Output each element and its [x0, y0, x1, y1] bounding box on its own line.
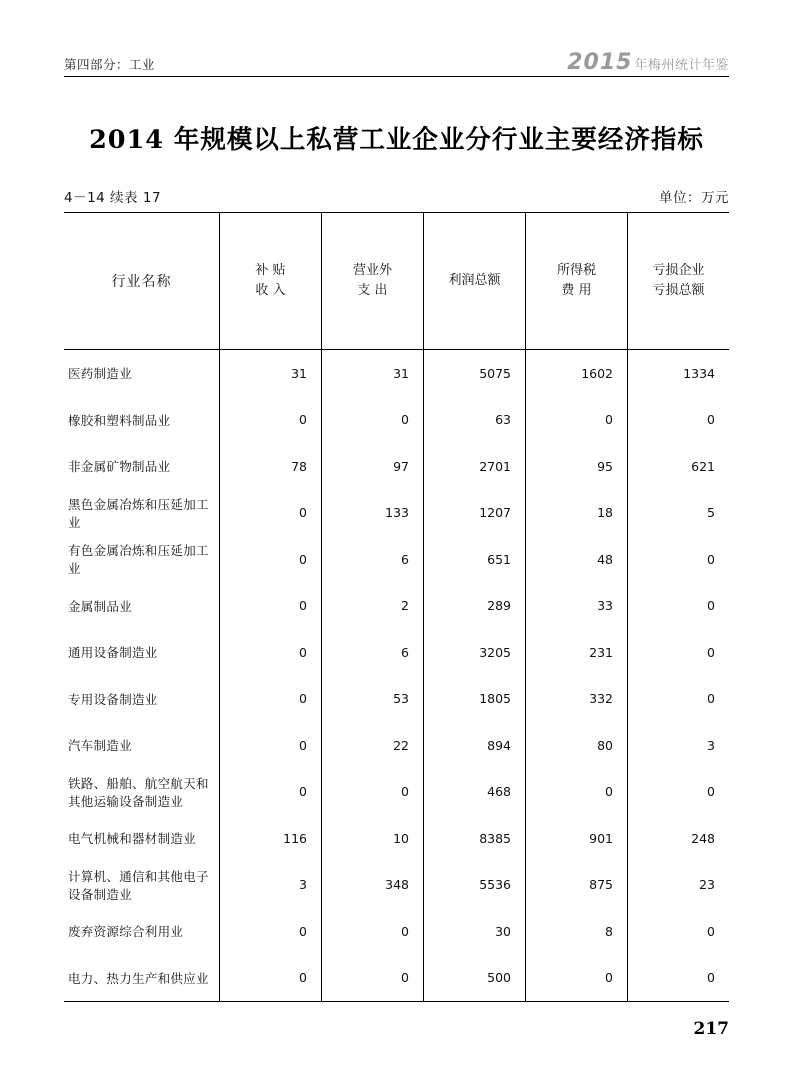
row-loss-total: 248 — [628, 815, 730, 862]
page-title: 2014 年规模以上私营工业企业分行业主要经济指标 — [89, 125, 704, 155]
row-nonoperating-expense: 348 — [322, 862, 424, 909]
row-total-profit: 500 — [424, 955, 526, 1002]
row-subsidy-income: 0 — [220, 955, 322, 1002]
row-nonoperating-expense: 22 — [322, 722, 424, 769]
row-income-tax: 18 — [526, 490, 628, 537]
table-row — [64, 490, 729, 537]
table-body — [64, 350, 729, 1002]
row-income-tax: 33 — [526, 583, 628, 630]
row-income-tax: 231 — [526, 629, 628, 676]
row-subsidy-income: 0 — [220, 490, 322, 537]
row-subsidy-income: 0 — [220, 908, 322, 955]
row-nonoperating-expense: 0 — [322, 397, 424, 444]
table-unit: 单位：万元 — [659, 190, 729, 206]
row-nonoperating-expense: 2 — [322, 583, 424, 630]
column-header-income-tax-line1: 所得税 — [556, 262, 596, 278]
column-header-nonoperating-expense-line1: 营业外 — [352, 262, 392, 278]
column-header-total-profit — [424, 213, 526, 350]
row-industry-name: 金属制品业 — [68, 598, 133, 614]
row-total-profit: 1207 — [424, 490, 526, 537]
row-loss-total: 0 — [628, 397, 730, 444]
row-industry-name: 计算机、通信和其他电子设备制造业 — [68, 868, 209, 902]
row-income-tax: 1602 — [526, 350, 628, 397]
row-subsidy-income: 78 — [220, 443, 322, 490]
row-subsidy-income: 31 — [220, 350, 322, 397]
row-industry-name: 橡胶和塑料制品业 — [68, 412, 171, 428]
row-industry-name: 医药制造业 — [68, 366, 133, 382]
column-header-nonoperating-expense-line2: 支 出 — [357, 283, 388, 298]
table-row — [64, 769, 729, 816]
row-loss-total: 0 — [628, 583, 730, 630]
row-loss-total: 0 — [628, 629, 730, 676]
row-industry-name: 通用设备制造业 — [68, 645, 158, 661]
table-row — [64, 350, 729, 397]
table-row — [64, 676, 729, 723]
row-industry-name: 专用设备制造业 — [68, 691, 158, 707]
row-loss-total: 0 — [628, 769, 730, 816]
row-subsidy-income: 0 — [220, 583, 322, 630]
row-total-profit: 30 — [424, 908, 526, 955]
row-industry-name: 有色金属冶炼和压延加工业 — [68, 543, 209, 577]
row-total-profit: 2701 — [424, 443, 526, 490]
row-subsidy-income: 0 — [220, 536, 322, 583]
yearbook-name: 年梅州统计年鉴 — [634, 58, 729, 73]
row-income-tax: 332 — [526, 676, 628, 723]
yearbook-year: 2015 — [567, 50, 633, 75]
row-total-profit: 63 — [424, 397, 526, 444]
column-header-income-tax — [526, 213, 628, 350]
row-loss-total: 621 — [628, 443, 730, 490]
header-divider — [64, 76, 729, 77]
table-row — [64, 583, 729, 630]
row-loss-total: 5 — [628, 490, 730, 537]
row-industry-name: 电力、热力生产和供应业 — [64, 955, 220, 1002]
data-table-wrapper — [64, 212, 729, 1002]
row-income-tax: 901 — [526, 815, 628, 862]
table-header-row — [64, 213, 729, 350]
row-loss-total: 0 — [628, 536, 730, 583]
row-loss-total: 3 — [628, 722, 730, 769]
row-total-profit: 3205 — [424, 629, 526, 676]
row-total-profit: 5075 — [424, 350, 526, 397]
row-subsidy-income: 0 — [220, 397, 322, 444]
row-industry-name: 铁路、船舶、航空航天和其他运输设备制造业 — [68, 775, 209, 809]
table-subheader — [64, 186, 729, 206]
row-industry-name: 非金属矿物制品业 — [68, 459, 171, 475]
column-header-loss-enterprises-line1: 亏损企业 — [652, 262, 705, 278]
row-nonoperating-expense: 133 — [322, 490, 424, 537]
row-income-tax: 8 — [526, 908, 628, 955]
row-nonoperating-expense: 10 — [322, 815, 424, 862]
row-industry-name: 电气机械和器材制造业 — [68, 831, 197, 847]
column-header-loss-enterprises-line2: 亏损总额 — [652, 283, 705, 298]
column-header-loss-enterprises — [628, 213, 730, 350]
row-subsidy-income: 116 — [220, 815, 322, 862]
row-industry-name: 汽车制造业 — [68, 738, 133, 754]
row-income-tax: 0 — [526, 955, 628, 1002]
table-row — [64, 908, 729, 955]
table-row — [64, 629, 729, 676]
row-subsidy-income: 0 — [220, 722, 322, 769]
page-number: 217 — [693, 1019, 729, 1039]
row-subsidy-income: 0 — [220, 676, 322, 723]
row-nonoperating-expense: 0 — [322, 769, 424, 816]
row-loss-total: 0 — [628, 908, 730, 955]
table-row — [64, 815, 729, 862]
table-row — [64, 443, 729, 490]
table-row — [64, 955, 729, 1002]
column-header-subsidy-income-line1: 补 贴 — [255, 262, 286, 278]
row-nonoperating-expense: 31 — [322, 350, 424, 397]
column-header-subsidy-income-line2: 收 入 — [255, 283, 286, 298]
table-row — [64, 862, 729, 909]
table-row — [64, 397, 729, 444]
row-income-tax: 80 — [526, 722, 628, 769]
table-number: 4－14 续表 17 — [64, 190, 162, 206]
table-head — [64, 213, 729, 350]
table-row — [64, 536, 729, 583]
row-total-profit: 1805 — [424, 676, 526, 723]
column-header-industry-line1: 行业名称 — [111, 274, 172, 290]
row-income-tax: 48 — [526, 536, 628, 583]
row-total-profit: 8385 — [424, 815, 526, 862]
column-header-income-tax-line2: 费 用 — [561, 283, 592, 298]
row-industry-name: 黑色金属冶炼和压延加工业 — [68, 496, 209, 530]
row-nonoperating-expense: 53 — [322, 676, 424, 723]
row-subsidy-income: 0 — [220, 769, 322, 816]
row-loss-total: 0 — [628, 676, 730, 723]
section-label: 第四部分：工业 — [64, 57, 156, 72]
row-nonoperating-expense: 0 — [322, 908, 424, 955]
row-total-profit: 894 — [424, 722, 526, 769]
row-total-profit: 289 — [424, 583, 526, 630]
row-industry-name: 废弃资源综合利用业 — [68, 924, 184, 940]
column-header-subsidy-income — [220, 213, 322, 350]
row-income-tax: 875 — [526, 862, 628, 909]
row-income-tax: 0 — [526, 769, 628, 816]
row-total-profit: 651 — [424, 536, 526, 583]
row-subsidy-income: 0 — [220, 629, 322, 676]
column-header-total-profit-line1: 利润总额 — [448, 272, 501, 288]
row-loss-total: 23 — [628, 862, 730, 909]
row-income-tax: 0 — [526, 397, 628, 444]
row-total-profit: 5536 — [424, 862, 526, 909]
column-header-nonoperating-expense — [322, 213, 424, 350]
row-loss-total: 0 — [628, 955, 730, 1002]
row-nonoperating-expense: 0 — [322, 955, 424, 1002]
row-subsidy-income: 3 — [220, 862, 322, 909]
data-table — [64, 212, 729, 1002]
row-income-tax: 95 — [526, 443, 628, 490]
column-header-industry — [64, 213, 220, 350]
row-loss-total: 1334 — [628, 350, 730, 397]
row-total-profit: 468 — [424, 769, 526, 816]
row-nonoperating-expense: 6 — [322, 629, 424, 676]
table-row — [64, 722, 729, 769]
yearbook-mark — [567, 52, 729, 76]
row-nonoperating-expense: 97 — [322, 443, 424, 490]
row-nonoperating-expense: 6 — [322, 536, 424, 583]
running-header — [64, 48, 729, 76]
